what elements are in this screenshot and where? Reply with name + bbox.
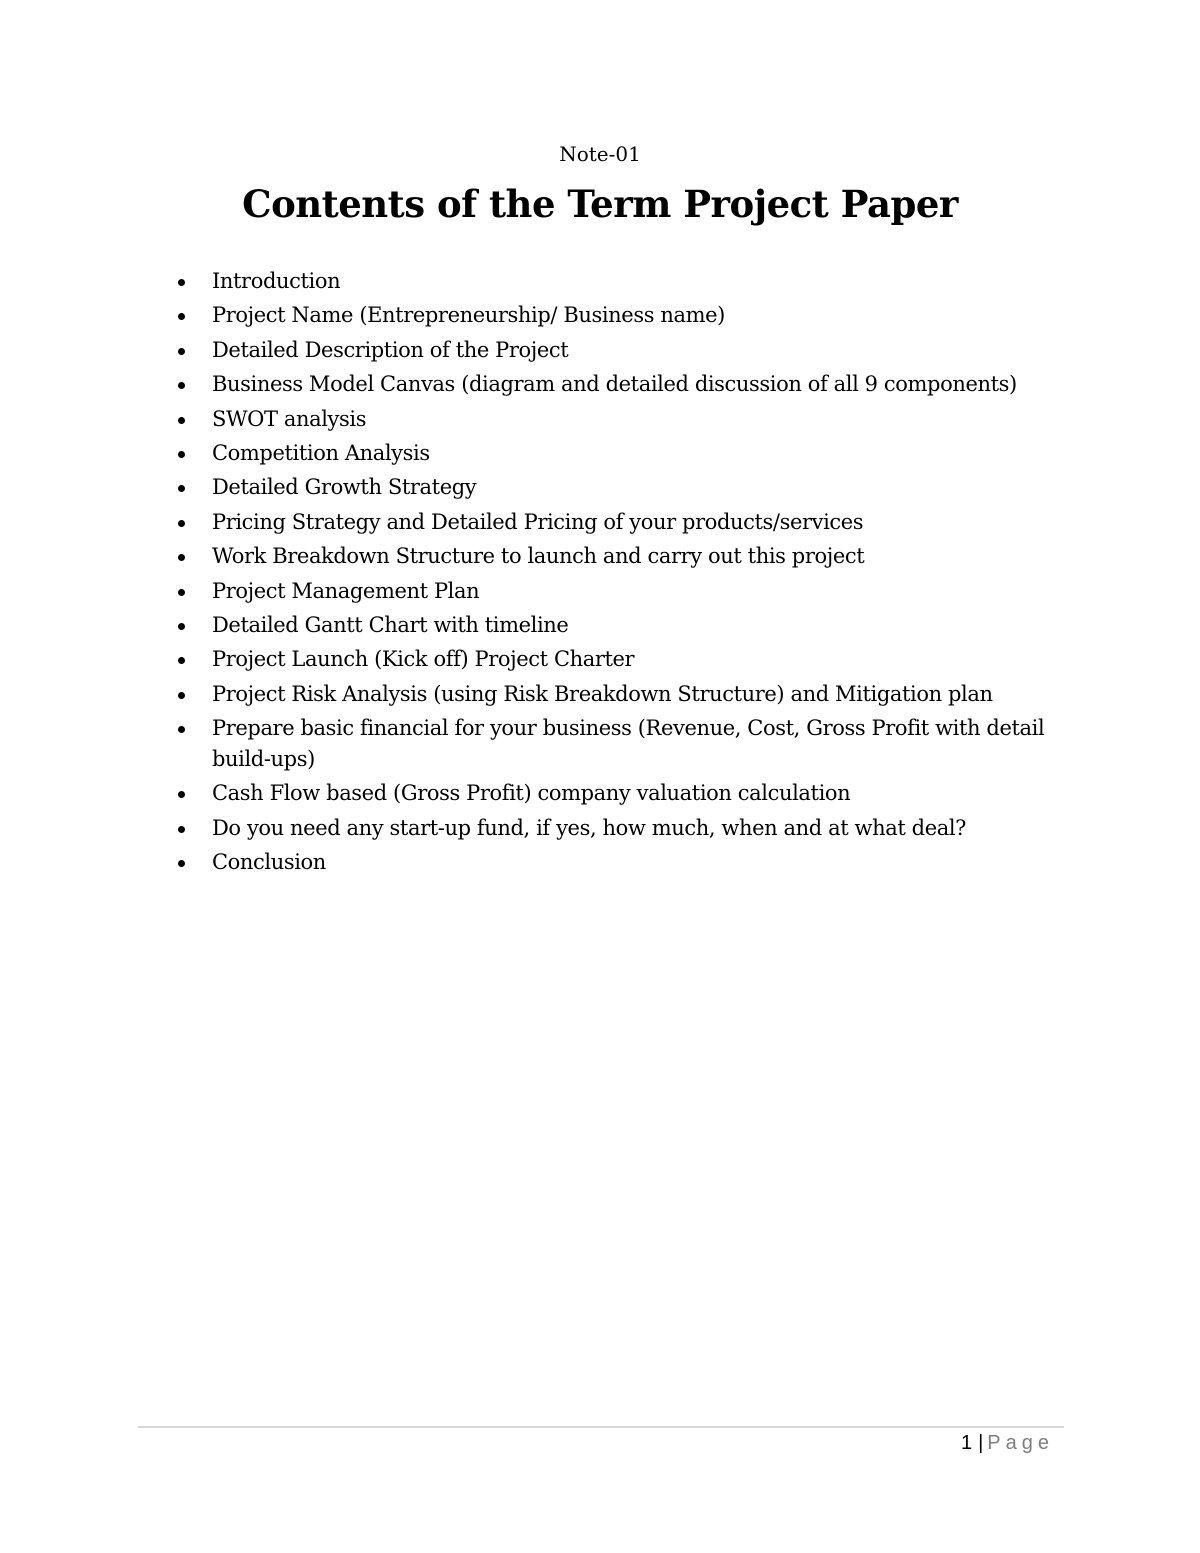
page-title: Contents of the Term Project Paper [242,182,958,226]
page-footer [961,1429,1054,1457]
list-item [212,300,1082,331]
list-item-text: Prepare basic financial for your business (Revenue, Cost, Gross Profit with detail build-ups) [212,716,1045,772]
list-item [212,507,1082,538]
bullet-icon [178,417,185,424]
list-item-text: Project Name (Entrepreneurship/ Business name) [212,303,725,328]
bullet-icon [178,348,185,355]
list-item [212,369,1082,400]
bullet-icon [178,860,185,867]
bullet-icon [178,692,185,699]
list-item-text: Project Management Plan [212,578,480,603]
contents-list [212,266,1082,882]
list-item-text: Pricing Strategy and Detailed Pricing of your products/services [212,509,864,534]
page-number: 1 [960,1432,973,1454]
list-item [212,610,1082,641]
list-item [212,266,1082,297]
list-item [212,644,1082,675]
note-label: Note-01 [559,142,641,166]
list-item-text: Work Breakdown Structure to launch and carry out this project [212,544,865,569]
page-label: Page [987,1432,1054,1454]
bullet-icon [178,623,185,630]
bullet-icon [178,382,185,389]
list-item [212,576,1082,607]
list-item [212,778,1082,809]
list-item-text: Conclusion [212,850,326,875]
list-item [212,438,1082,469]
list-item [212,335,1082,366]
bullet-icon [178,726,185,733]
list-item [212,713,1082,775]
bullet-icon [178,313,185,320]
list-item-text: Cash Flow based (Gross Profit) company valuation calculation [212,781,851,806]
bullet-icon [178,791,185,798]
bullet-icon [178,451,185,458]
list-item-text: Introduction [212,269,341,293]
list-item-text: Project Launch (Kick off) Project Charter [212,647,635,672]
list-item-text: Detailed Growth Strategy [212,475,477,500]
footer-divider [138,1426,1064,1428]
bullet-icon [178,826,185,833]
bullet-icon [178,485,185,492]
list-item-text: Detailed Description of the Project [212,337,569,362]
list-item [212,404,1082,435]
list-item-text: Business Model Canvas (diagram and detailed discussion of all 9 components) [212,372,1017,397]
bullet-icon [178,554,185,561]
list-item [212,847,1082,878]
list-item-text: SWOT analysis [212,406,367,431]
list-item [212,679,1082,710]
list-item-text: Detailed Gantt Chart with timeline [212,612,569,637]
list-item [212,541,1082,572]
bullet-icon [178,589,185,596]
list-item [212,472,1082,503]
bullet-icon [178,657,185,664]
list-item [212,813,1082,844]
list-item-text: Project Risk Analysis (using Risk Breakdown Structure) and Mitigation plan [212,681,993,706]
list-item-text: Competition Analysis [212,440,430,465]
bullet-icon [178,279,185,286]
bullet-icon [178,520,185,527]
footer-separator: | [978,1432,984,1454]
list-item-text: Do you need any start-up fund, if yes, how much, when and at what deal? [212,815,967,840]
